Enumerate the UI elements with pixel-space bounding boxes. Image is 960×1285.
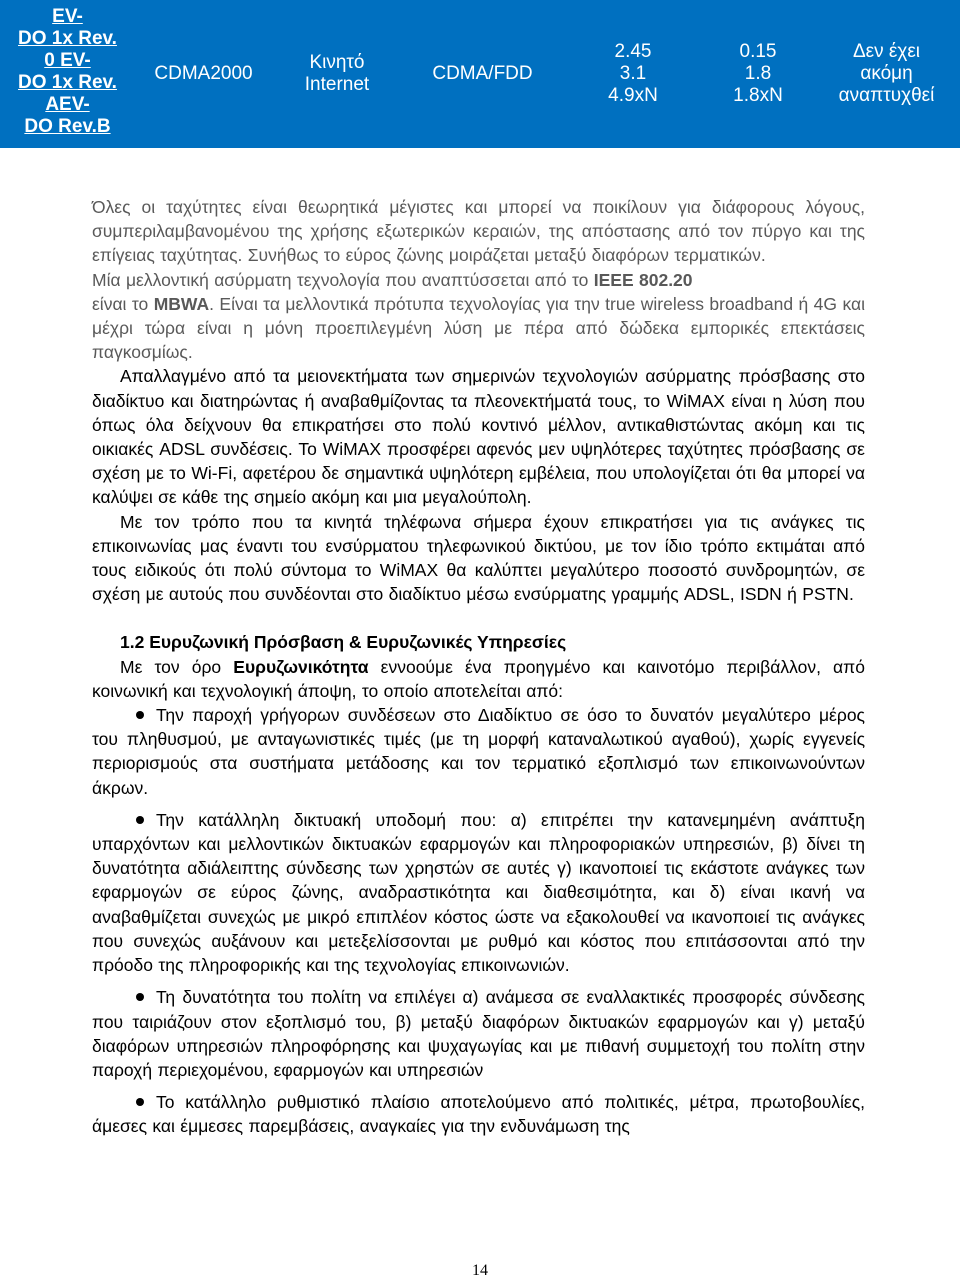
table-cell [703,0,813,148]
intro-text: Με τον όρο [120,656,234,677]
table-cell [272,0,402,148]
cell-line: CDMA/FDD [432,63,533,84]
note-text: . Είναι τα μελλοντικά πρότυπα τεχνολογίας για την true wireless broadband ή 4G και μέχρι τώρα είναι η μόνη προεπιλεγμένη λύση με πέρα από δώδεκα εμπορικές επεκτάσεις παγκοσμίως. [92,293,865,363]
cell-line: CDMA2000 [154,63,253,84]
table-cell [813,0,960,148]
cell-line: 0.15 [739,41,777,62]
note-bold: MBWA [153,293,210,314]
paragraph-mobile: Με τον τρόπο που τα κινητά τηλέφωνα σήμερα έχουν επικρατήσει για τις ανάγκες τις επικοινωνίας μας έναντι του ενσύρματου τηλεφωνικού δικτύου, με τον ίδιο τρόπο εκτιμάται από τους ειδικούς ότι πολύ σύντομα το WiMAX θα καλύπτει μεγαλύτερο ποσοστό συνδρομητών, σε σχέση με αυτούς που συνδέονται στο διαδίκτυο μέσω ενσύρματης γραμμής ADSL, ISDN ή PSTN. [92,511,865,605]
section-intro [92,655,865,703]
cell-line: DO Rev.B [24,116,111,137]
document-body [92,195,865,1139]
table-cell [402,0,563,148]
cell-line: 2.45 [614,41,652,62]
list-item [92,1090,865,1138]
note-mbwa [92,292,865,365]
table-cell [563,0,703,148]
paragraph-wimax: Απαλλαγμένο από τα μειονεκτήματα των σημερινών τεχνολογιών ασύρματης πρόσβασης στο διαδίκτυο και διατηρώντας ή αναβαθμίζοντας τα πλεονεκτήματά τους, το WiMAX είναι η λύση που όπως όλα δείχνουν θα επικρατήσει στο πολύ κοντινό μέλλον, αντικαθιστώντας ακόμη και τις οικιακές ADSL συνδέσεις. Το WiMAX προσφέρει αφενός μεν υψηλότερες ταχύτητες πρόσβασης σε σχέση με το Wi-Fi, αφετέρου δε σημαντικά υψηλότερη εμβέλεια, που υπολογίζεται ότι θα μπορεί να καλύψει σε κάθε της σημείο ακόμη και μια μεγαλούπολη. [92,366,865,508]
cell-line: αναπτυχθεί [838,85,935,106]
note-text: Μία μελλοντική ασύρματη τεχνολογία που αναπτύσσεται από το [92,269,594,290]
note-bold: IEEE 802.20 [593,269,693,290]
list-item-text: Την κατάλληλη δικτυακή υποδομή που: α) επιτρέπει την κατανεμημένη ανάπτυξη υπαρχόντων και μελλοντικών δικτυακών εφαρμογών και πληροφοριακών υπηρεσιών, β) δίνει τη δυνατότητα αδιάλειπτης σύνδεσης των χρηστών σε αυτές γ) ικανοποιεί τις εκάστοτε ανάγκες των εφαρμογών σε εύρος ζώνης, αναδραστικότητα και διαθεσιμότητα, και δ) είναι ικανή να αναβαθμίζεται συνεχώς με μικρό επιπλέον κόστος ώστε να εξακολουθεί να ικανοποιεί τις ανάγκες που συνεχώς αυξάνουν και μετεξελίσσονται με ρυθμό και κόστος που επιτάσσονται από την πρόοδο της πληροφορικής και της τεχνολογίας επικοινωνιών. [92,809,865,976]
cell-line: EV- [52,6,83,27]
list-item [92,703,865,800]
intro-bold: Ευρυζωνικότητα [233,656,369,677]
table-cell [135,0,272,148]
list-item-text: Τη δυνατότητα του πολίτη να επιλέγει α) ανάμεσα σε εναλλακτικές προσφορές σύνδεσης που ταιριάζουν στον εξοπλισμό του, β) μεταξύ διαφόρων δικτυακών εφαρμογών και γ) μεταξύ διαφόρων υπηρεσιών πληροφόρησης και ψυχαγωγίας και με πιθανή συμμετοχή του πολίτη στην παροχή περιεχομένου, εφαρμογών και υπηρεσιών [92,987,865,1080]
cell-line: Δεν έχει [852,41,921,62]
cell-line: Internet [304,74,370,95]
intro-text: εννοούμε ένα προηγμένο και καινοτόμο περιβάλλον, από κοινωνική και τεχνολογική άποψη, το οποίο αποτελείται από: [92,656,865,701]
cell-line: AEV- [45,94,90,115]
cell-line: 1.8 [744,63,772,84]
list-item [92,808,865,977]
cell-line: DO 1x Rev. [18,72,117,93]
bullet-icon [136,816,144,824]
note-ieee [92,268,865,292]
cell-line: 0 EV- [44,50,91,71]
cell-line: DO 1x Rev. [18,28,117,49]
list-item-text: Το κατάλληλο ρυθμιστικό πλαίσιο αποτελούμενο από πολιτικές, μέτρα, πρωτοβουλίες, άμεσες και έμμεσες παρεμβάσεις, αναγκαίες για την ενδυνάμωση της [92,1092,865,1137]
cell-line: 1.8xN [733,85,783,106]
cell-line: ακόμη [860,63,913,84]
section-heading: 1.2 Ευρυζωνική Πρόσβαση & Ευρυζωνικές Υπηρεσίες [120,632,567,653]
table-cell [0,0,135,148]
note-text: είναι το [92,293,154,314]
cell-line: Κινητό [309,52,365,73]
cell-line: 3.1 [619,63,647,84]
page-number: 14 [472,1262,488,1279]
list-item-text: Την παροχή γρήγορων συνδέσεων στο Διαδίκτυο σε όσο το δυνατόν μεγαλύτερο μέρος του πληθυσμού, με ανταγωνιστικές τιμές (με τη μορφή καταναλωτικού αγαθού), χωρίς εγγενείς περιορισμούς στα συστήματα μετάδοσης και τον τερματικό εξοπλισμό των επικοινωνούντων άκρων. [92,705,865,798]
table-row [0,0,960,148]
note-speeds: Όλες οι ταχύτητες είναι θεωρητικά μέγιστες και μπορεί να ποικίλουν για διάφορους λόγους, συμπεριλαμβανομένου της χρήσης εξωτερικών κεραιών, της απόστασης από τον πύργο και της επίγειας ταχύτητας. Συνήθως το εύρος ζώνης μοιράζεται μεταξύ διαφόρων τερματικών. [92,197,865,266]
bullet-icon [136,711,144,719]
list-item [92,985,865,1082]
cell-line: 4.9xN [608,85,658,106]
